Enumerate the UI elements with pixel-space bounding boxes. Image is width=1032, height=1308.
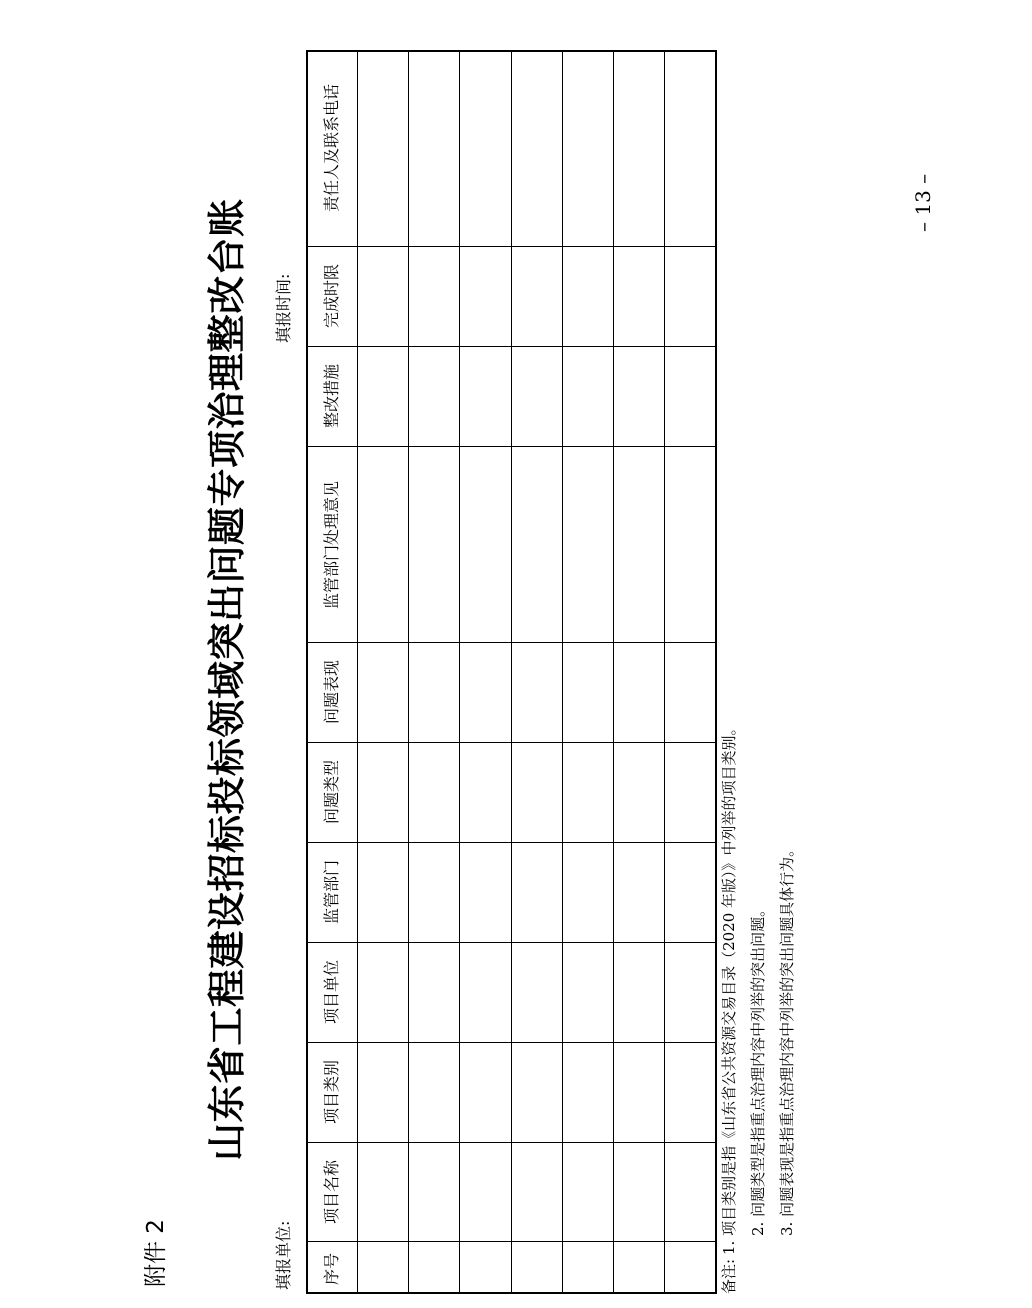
ledger-table (306, 50, 717, 1294)
fill-time-label: 填报时间: (274, 273, 293, 343)
note-item: 3. 问题表现是指重点治理内容中列举的突出问题具体行为。 (778, 841, 796, 1236)
note-item: 2. 问题类型是指重点治理内容中列举的突出问题。 (749, 901, 767, 1236)
attachment-label: 附件 2 (143, 1219, 169, 1287)
page-number: – 13 – (911, 173, 935, 232)
document-title: 山东省工程建设招标投标领域突出问题专项治理整改台账 (204, 198, 249, 1161)
notes-label: 备注: (720, 1258, 738, 1294)
fill-unit-label: 填报单位: (274, 1220, 293, 1290)
note-item: 1. 项目类别是指《山东省公共资源交易目录（2020 年版）》中列举的项目类别。 (720, 720, 738, 1255)
